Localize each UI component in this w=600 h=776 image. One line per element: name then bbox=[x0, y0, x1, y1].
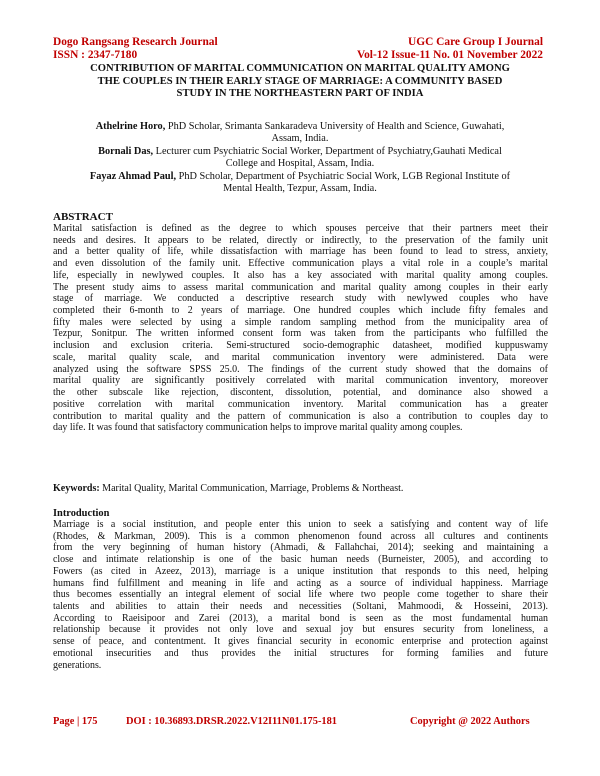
paper-title bbox=[60, 63, 540, 101]
intro-line: relationship because it provides not only love and sexual joy but ensures security from loneliness, a bbox=[53, 624, 548, 636]
title-line: STUDY IN THE NORTHEASTERN PART OF INDIA bbox=[176, 88, 424, 100]
author-affiliation: PhD Scholar, Department of Psychiatric Social Work, LGB Regional Institute of bbox=[178, 170, 511, 182]
intro-line: humans find fulfillment and meaning in life and acting as a source of individual happiness. Marriage bbox=[53, 577, 548, 589]
abstract-line: inclusion and exclusion criteria. Semi-structured socio-demographic datasheet, modified kuppuswamy bbox=[53, 340, 548, 352]
abstract-line: day life. It was found that satisfactory communication helps to improve marital quality among couples. bbox=[53, 422, 463, 434]
abstract-heading: ABSTRACT bbox=[53, 211, 113, 223]
abstract-line: scale, marital quality scale, and marital communication inventory were administered. Data were bbox=[53, 351, 548, 363]
intro-line: (Rhodes, & Markman, 2009). This is a common phenomenon found across all cultures and continents bbox=[53, 530, 548, 542]
header-row-1 bbox=[53, 36, 543, 49]
author-line bbox=[50, 171, 550, 183]
intro-line: generations. bbox=[53, 659, 102, 671]
intro-line: talents and abilities to attain their needs and necessities (Soltani, Mahmoodi, & Hosseini, 2013). bbox=[53, 601, 548, 613]
intro-line: Fowers (as cited in Azeez, 2013), marriage is a unique institution that responds to this need, helping bbox=[53, 565, 548, 577]
header-row-2 bbox=[53, 49, 543, 62]
keywords-label: Keywords: bbox=[53, 483, 100, 494]
keywords bbox=[53, 483, 403, 495]
intro-line: sense of peace, and contentment. It gives financial security in economic enterprise and protection against bbox=[53, 636, 548, 648]
introduction-body bbox=[53, 519, 548, 671]
title-line: CONTRIBUTION OF MARITAL COMMUNICATION ON MARITAL QUALITY AMONG bbox=[90, 63, 510, 74]
intro-line: close and intimate relationship is one of the basic human needs (Burneister, 2005), and according to bbox=[53, 554, 548, 566]
journal-name: Dogo Rangsang Research Journal bbox=[53, 36, 218, 48]
author-affiliation: Assam, India. bbox=[271, 133, 329, 145]
abstract-body bbox=[53, 223, 548, 434]
author-name: Bornali Das, bbox=[98, 145, 154, 157]
author-affiliation: College and Hospital, Assam, India. bbox=[225, 158, 375, 170]
abstract-line: and even dissolution of the family unit. Effective communication plays a vital role in a couple’s marital bbox=[53, 258, 548, 270]
author-name: Fayaz Ahmad Paul, bbox=[89, 170, 177, 182]
abstract-line: completed their 6-month to 2 years of marriage. One hundred couples which include fifty females and bbox=[53, 305, 548, 317]
abstract-line: Marital satisfaction is defined as the degree to which spouses perceive that their partners meet their bbox=[53, 223, 548, 234]
abstract-line: The present study aims to assess marital communication and marital quality among couples in their early bbox=[53, 281, 548, 293]
page-number: Page | 175 bbox=[53, 716, 98, 727]
author-name: Athelrine Horo, bbox=[95, 121, 166, 132]
author-affiliation: PhD Scholar, Srimanta Sankaradeva University of Health and Science, Guwahati, bbox=[167, 121, 505, 132]
volume-issue: Vol-12 Issue-11 No. 01 November 2022 bbox=[356, 49, 543, 61]
abstract-line: contribution to marital quality and the pattern of communication is also a contribution to couples day to bbox=[53, 410, 548, 422]
abstract-line: and a better quality of life, while dissatisfaction with marriage has been found to lead to stress, anxiety, bbox=[53, 246, 548, 258]
author-affiliation: Lecturer cum Psychiatric Social Worker, Department of Psychiatry,Gauhati Medical bbox=[155, 145, 502, 157]
intro-line: According to Raeisipoor and Zarei (2013), a marital bond is seen as the most fundamental human bbox=[53, 612, 548, 624]
author-line bbox=[50, 121, 550, 133]
abstract-line: needs and desires. It appears to be related, directly or indirectly, to the preservation of the family unit bbox=[53, 234, 548, 246]
ugc-group: UGC Care Group I Journal bbox=[407, 36, 543, 48]
copyright: Copyright @ 2022 Authors bbox=[410, 716, 530, 727]
abstract-line: the other subscale like rejection, discontent, dissolution, potential, and dominance also showed a bbox=[53, 387, 548, 399]
intro-line: from the very beginning of human history (Ahmadi, & Fallahchai, 2014); seeking and maintaining a bbox=[53, 542, 548, 554]
abstract-line: marital quality are significantly positively correlated with marital communication inventory, moreover bbox=[53, 375, 548, 387]
keywords-text: Marital Quality, Marital Communication, Marriage, Problems & Northeast. bbox=[99, 483, 404, 494]
abstract-line: positive correlation with marital communication inventory. Marital communication has a greater bbox=[53, 398, 548, 410]
intro-line: thus becomes essentially an integral element of social life where two people come together to share their bbox=[53, 589, 548, 601]
issn: ISSN : 2347-7180 bbox=[53, 49, 138, 61]
abstract-line: stage of marriage. We conducted a descriptive research study with newlywed couples who have bbox=[53, 293, 548, 305]
author-block bbox=[50, 121, 550, 195]
author-line bbox=[50, 146, 550, 158]
abstract-line: life, especially in newlywed couples. It also has a key associated with marital quality among couples. bbox=[53, 269, 548, 281]
intro-line: Marriage is a social institution, and people enter this union to seek a satisfying and content way of life bbox=[53, 519, 548, 530]
author-affiliation: Mental Health, Tezpur, Assam, India. bbox=[223, 183, 377, 195]
doi: DOI : 10.36893.DRSR.2022.V12I11N01.175-181 bbox=[126, 716, 337, 727]
intro-line: emotional insecurities and thus provides the initial structures for forming families and future bbox=[53, 647, 548, 659]
abstract-line: analyzed using the software SPSS 25.0. The findings of the current study showed that the domains of bbox=[53, 363, 548, 375]
introduction-heading: Introduction bbox=[53, 508, 110, 519]
abstract-line: Tezpur, Sonitpur. The written informed consent form was taken from the participants who fulfilled the bbox=[53, 328, 548, 340]
title-line: THE COUPLES IN THEIR EARLY STAGE OF MARRIAGE: A COMMUNITY BASED bbox=[97, 75, 503, 87]
abstract-line: fifty males were selected by using a simple random sampling method from the municipality area of bbox=[53, 316, 548, 328]
